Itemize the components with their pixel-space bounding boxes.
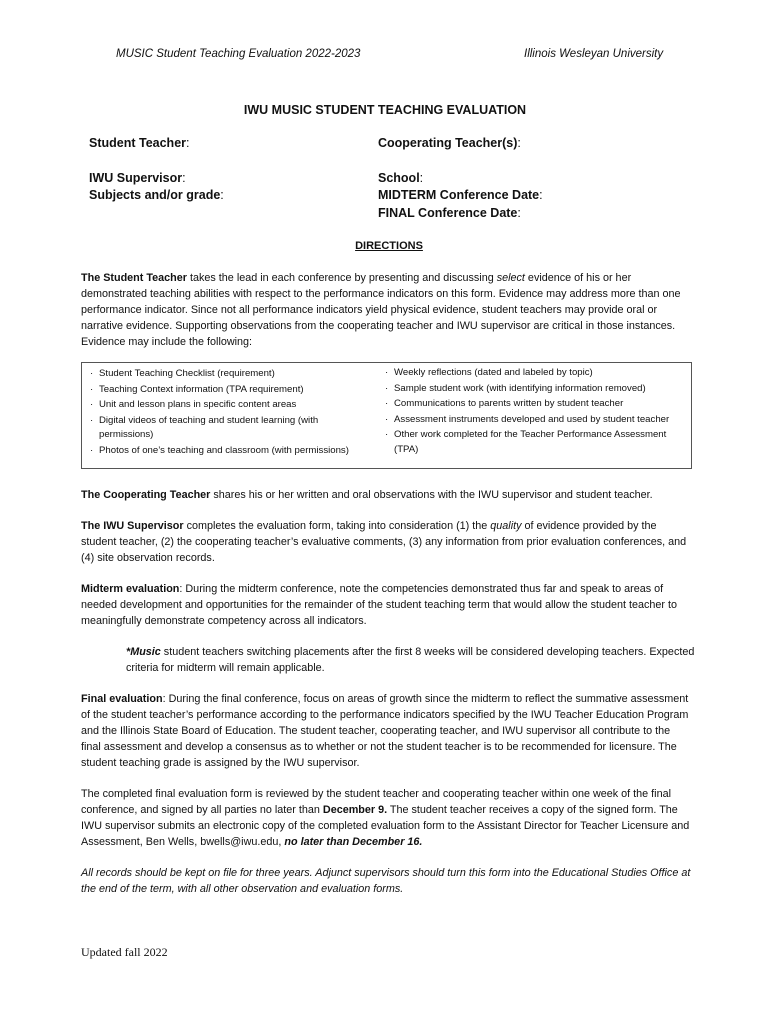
paragraph-lead: Final evaluation [81,693,163,705]
colon: : [517,206,521,220]
paragraph-text: completes the evaluation form, taking into consideration (1) the [183,520,491,532]
list-item: · Communications to parents written by student teacher [385,397,685,412]
colon: : [182,171,186,185]
paragraph-text: The student teacher receives a copy of the signed form. The IWU supervisor submits an electronic copy of the completed evaluation form to the Assistant Director for Teacher Licensure and Assessment, Ben Wells, bwells@iwu.edu, [81,804,690,848]
paragraph-text: : During the final conference, focus on areas of growth since the midterm to reflect the summative assessment of the student teacher’s performance according to the performance indicators specified by the IWU Teacher Education Program and the Illinois State Board of Education. The student teacher, cooperating teacher, and IWU supervisor all contribute to the final assessment and develop a consensus as to whether or not the student teacher is to be recommended for licensure. The student teaching grade is assigned by the IWU supervisor. [81,693,689,769]
evidence-list-right [385,366,685,458]
colon: : [220,188,224,202]
cooperating-teacher-paragraph [81,487,691,503]
paragraph-text: shares his or her written and oral observations with the IWU supervisor and student teacher. [210,489,653,501]
page-title: IWU MUSIC STUDENT TEACHING EVALUATION [243,103,527,117]
list-item: · Student Teaching Checklist (requirement) [90,367,375,382]
evidence-box [81,362,692,469]
list-item: · Assessment instruments developed and used by student teacher [385,413,685,428]
midterm-date-field [378,188,543,202]
iwu-supervisor-field [89,171,186,185]
school-label: School [378,171,420,185]
final-date-field [378,206,521,220]
note-lead: *Music [126,646,161,658]
paragraph-emphasis: quality [490,520,522,532]
paragraph-lead: The IWU Supervisor [81,520,184,532]
student-teacher-paragraph [81,270,691,350]
school-field [378,171,423,185]
header-left: MUSIC Student Teaching Evaluation 2022-2023 [116,48,361,60]
colon: : [517,136,521,150]
colon: : [419,171,424,185]
student-teacher-label: Student Teacher [89,136,187,150]
list-item: · Digital videos of teaching and student learning (with permissions) [90,414,375,443]
paragraph-text: takes the lead in each conference by presenting and discussing [187,272,497,284]
paragraph-lead: Midterm evaluation [81,583,180,595]
student-teacher-field [89,136,190,150]
iwu-supervisor-label: IWU Supervisor [89,171,183,185]
final-date-label: FINAL Conference Date [378,206,518,220]
list-item: · Sample student work (with identifying information removed) [385,382,685,397]
evidence-list-left [90,367,375,459]
iwu-supervisor-paragraph [81,518,691,566]
paragraph-lead: The Student Teacher [81,272,187,284]
list-item: · Photos of one’s teaching and classroom (with permissions) [90,444,375,459]
header-right: Illinois Wesleyan University [524,48,664,60]
paragraph-lead: The Cooperating Teacher [81,489,211,501]
directions-heading: DIRECTIONS [355,240,423,252]
paragraph-text: : During the midterm conference, note the competencies demonstrated thus far and speak to areas of needed development and opportunities for the remainder of the student teaching term that would allow the student teacher to meaningfully demonstrate competency across all indicators. [81,583,678,627]
midterm-paragraph [81,581,691,629]
paragraph-text: evidence of his or her demonstrated teaching abilities with respect to the performance indicators on this form. Evidence may address more than one performance indicator. Since not all performance indicators yield physical evidence, student teachers may provide oral or narrative evidence. Supporting observations from the cooperating teacher and IWU supervisor are critical in those instances. Evidence may include the following: [81,272,681,348]
list-item: · Teaching Context information (TPA requirement) [90,383,375,398]
list-item: · Other work completed for the Teacher Performance Assessment (TPA) [385,428,685,457]
subjects-grade-field [89,188,224,202]
paragraph-date: December 9. [322,804,388,816]
list-item: · Weekly reflections (dated and labeled by topic) [385,366,685,381]
music-note [126,644,696,676]
paragraph-text: The completed final evaluation form is reviewed by the student teacher and cooperating teacher within one week of the final conference, and signed by all parties no later than [81,788,671,816]
midterm-date-label: MIDTERM Conference Date [378,188,540,202]
note-text: student teachers switching placements after the first 8 weeks will be considered developing teachers. Expected criteria for midterm will remain applicable. [126,646,695,674]
footer-updated: Updated fall 2022 [81,945,168,959]
cooperating-teacher-label: Cooperating Teacher(s) [378,136,518,150]
paragraph-emphasis: select [496,272,525,284]
completed-form-paragraph [81,786,691,850]
paragraph-deadline: no later than December 16. [284,836,423,848]
paragraph-text: of evidence provided by the student teacher, (2) the cooperating teacher’s evaluative comments, (3) any information from prior evaluation conferences, and (4) site observation records. [81,520,687,564]
final-evaluation-paragraph [81,691,691,771]
subjects-grade-label: Subjects and/or grade [89,188,221,202]
records-paragraph: All records should be kept on file for three years. Adjunct supervisors should turn this form into the Educational Studies Office at the end of the term, with all other observation and evaluation forms. [81,867,691,895]
cooperating-teacher-field [378,136,521,150]
colon: : [186,136,190,150]
colon: : [539,188,543,202]
list-item: · Unit and lesson plans in specific content areas [90,398,375,413]
